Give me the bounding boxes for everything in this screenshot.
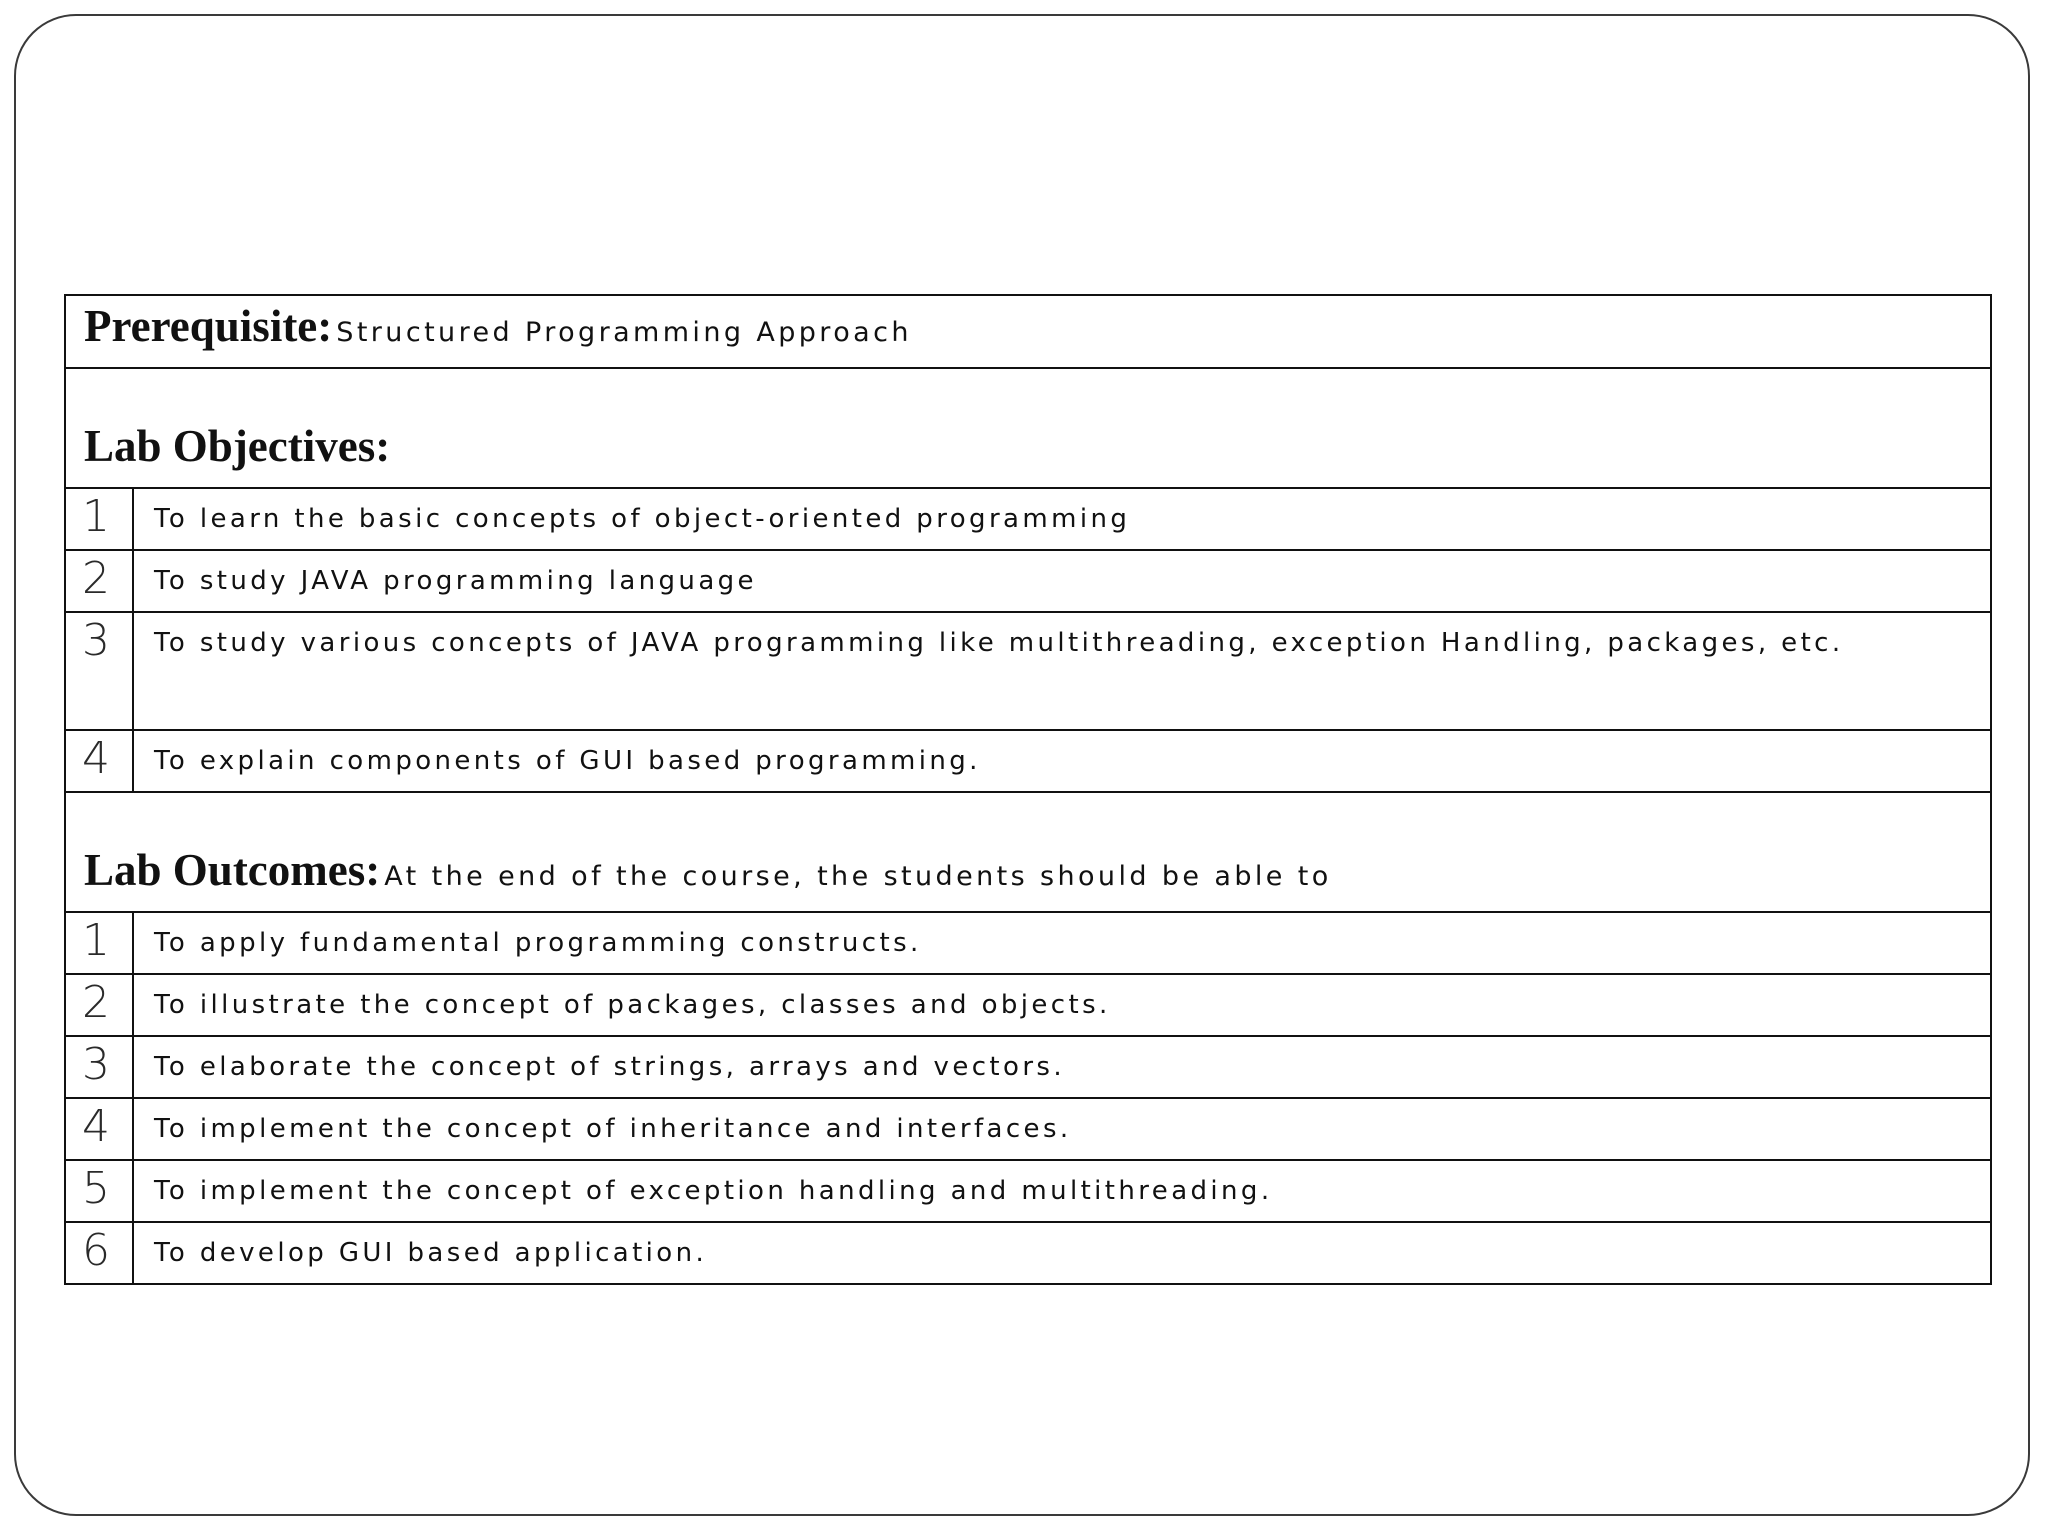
objective-text: To study various concepts of JAVA programming like multithreading, exception Handling, packages, etc. [133,612,1991,730]
outcome-row [65,974,1991,1036]
objective-number: 1 [65,488,133,550]
outcome-number: 2 [65,974,133,1036]
objective-row [65,730,1991,792]
objective-row [65,612,1991,730]
objective-number: 4 [65,730,133,792]
objective-text: To study JAVA programming language [133,550,1991,612]
outcome-text: To develop GUI based application. [133,1222,1991,1284]
outcome-number: 5 [65,1160,133,1222]
objectives-heading: Lab Objectives: [84,421,391,471]
objective-row [65,488,1991,550]
outcome-text: To illustrate the concept of packages, classes and objects. [133,974,1991,1036]
outcomes-heading-row [65,792,1991,912]
outcome-row [65,1036,1991,1098]
outcome-row [65,1098,1991,1160]
syllabus-table [64,294,1992,1285]
objectives-heading-row [65,368,1991,488]
outcome-number: 4 [65,1098,133,1160]
outcome-row [65,1222,1991,1284]
outcome-number: 1 [65,912,133,974]
outcomes-intro: At the end of the course, the students should be able to [384,861,1332,892]
prerequisite-row [65,295,1991,368]
outcome-text: To implement the concept of inheritance and interfaces. [133,1098,1991,1160]
objective-row [65,550,1991,612]
outcome-text: To elaborate the concept of strings, arrays and vectors. [133,1036,1991,1098]
prerequisite-label: Prerequisite: [84,301,333,351]
objectives-heading-cell [65,368,1991,488]
outcome-row [65,912,1991,974]
objective-text: To explain components of GUI based programming. [133,730,1991,792]
outcomes-heading: Lab Outcomes: [84,845,381,895]
outcome-number: 6 [65,1222,133,1284]
objective-number: 3 [65,612,133,730]
prerequisite-value: Structured Programming Approach [336,317,912,348]
outcomes-heading-cell [65,792,1991,912]
objective-number: 2 [65,550,133,612]
outcome-number: 3 [65,1036,133,1098]
outcome-row [65,1160,1991,1222]
objective-text: To learn the basic concepts of object-oriented programming [133,488,1991,550]
prerequisite-cell [65,295,1991,368]
outcome-text: To implement the concept of exception handling and multithreading. [133,1160,1991,1222]
outcome-text: To apply fundamental programming constructs. [133,912,1991,974]
